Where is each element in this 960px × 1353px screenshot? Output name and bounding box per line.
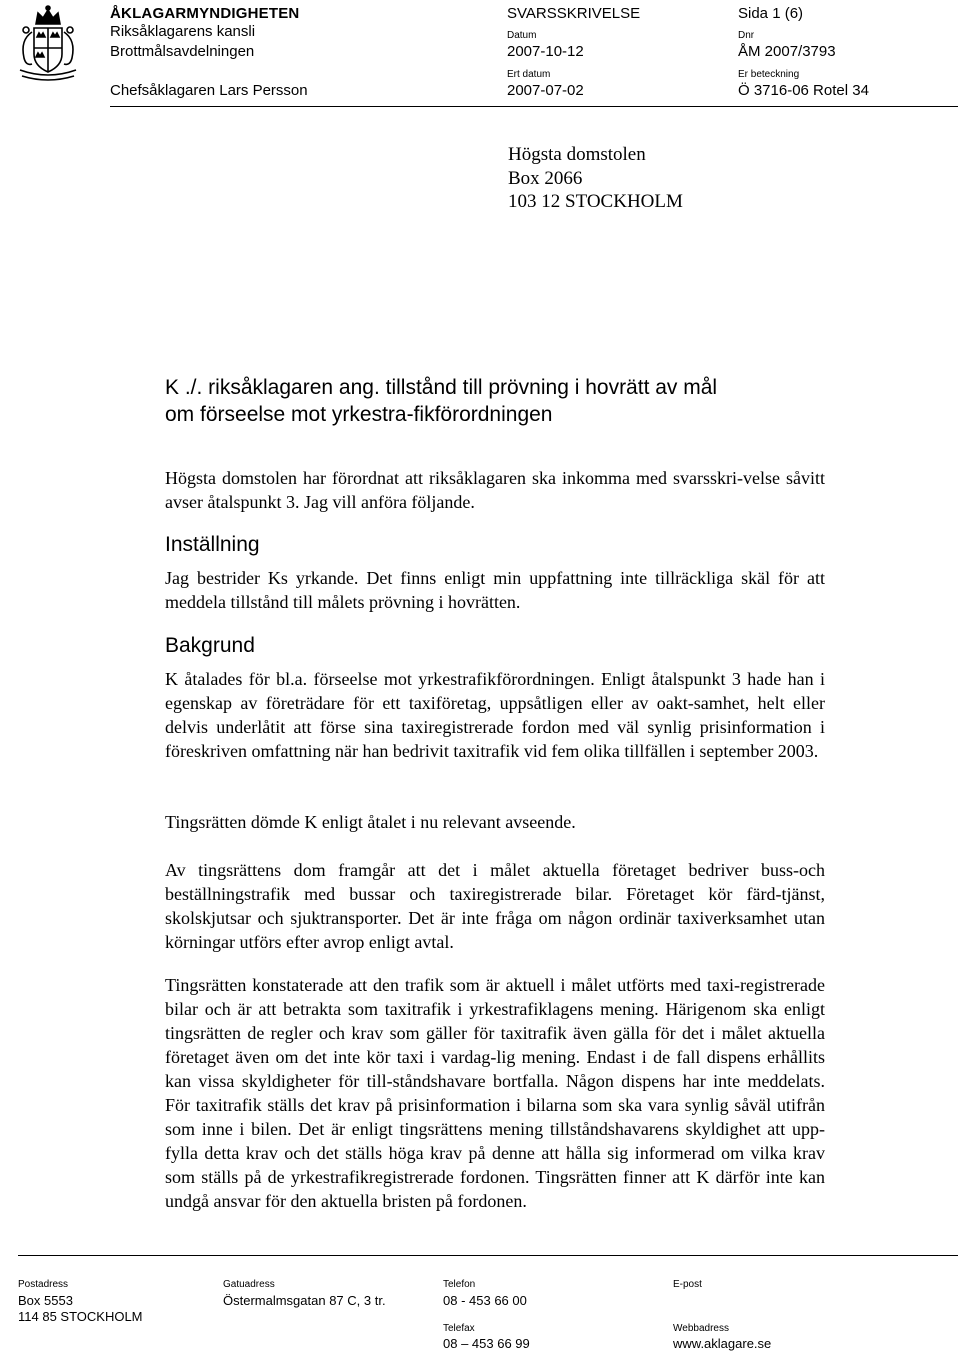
gatuadress-value: Östermalmsgatan 87 C, 3 tr.: [223, 1293, 386, 1308]
header-divider: [110, 106, 958, 107]
page-number: Sida 1 (6): [738, 5, 804, 22]
postadress-label: Postadress: [18, 1279, 69, 1290]
department-kansli: Riksåklagarens kansli: [110, 23, 256, 40]
recipient-line-1: Högsta domstolen: [508, 144, 646, 165]
paragraph-bakgrund-4: Tingsrätten konstaterade att den trafik som är aktuell i målet utförts med taxi-registrerade bilar och är att betrakta som taxitrafik i yrkestrafiklagens mening. Härigenom ska enligt tingsrätten de regler och krav som gäller för taxitrafik även gälla för det i målet aktuella företaget även om det inte kör taxi i vardag-lig mening. Endast i de fall dispens erhållits kan vissa skyldigheter för till-ståndshavare bortfalla. Någon dispens har inte meddelats. För taxitrafik ställs det krav på prisinformation i bilarna som ska vara synlig såväl utifrån som inne i bilen. Det är enligt tingsrättens mening tillståndshavarens skyldighet att upp-fylla detta krav och det ställs höga krav på denne att hålla sig informerad om vilka krav som ställs på de yrkestrafikregistrerade fordonen. Tingsrätten finner att K därför inte kan undgå ansvar för den aktuella bristen på fordonen.: [165, 975, 825, 1211]
datum-value: 2007-10-12: [507, 43, 584, 60]
recipient-address: [508, 143, 683, 214]
ert-datum-label: Ert datum: [507, 69, 551, 80]
gatuadress-label: Gatuadress: [223, 1279, 275, 1290]
recipient-line-3: 103 12 STOCKHOLM: [508, 191, 683, 212]
er-beteckning-label: Er beteckning: [738, 69, 800, 80]
dnr-value: ÅM 2007/3793: [738, 43, 836, 60]
datum-label: Datum: [507, 30, 537, 41]
department-avdelning: Brottmålsavdelningen: [110, 43, 255, 60]
official-name: Chefsåklagaren Lars Persson: [110, 82, 308, 99]
document-title: K ./. riksåklagaren ang. tillstånd till prövning i hovrätt av mål om förseelse mot yrkestra-fikförordningen: [165, 376, 718, 426]
document-type: SVARSSKRIVELSE: [507, 5, 641, 22]
dnr-label: Dnr: [738, 30, 755, 41]
telefon-value: 08 - 453 66 00: [443, 1293, 527, 1308]
telefax-value: 08 – 453 66 99: [443, 1336, 530, 1351]
paragraph-bakgrund-3: Av tingsrättens dom framgår att det i målet aktuella företaget bedriver buss-och beställningstrafik med bussar och taxiregistrerade bilar. Företaget kör färd-tjänst, skolskjutsar och sjuktransporter. Det är inte fråga om någon ordinär taxiverksamhet utan körningar utförs efter avrop enligt avtal.: [165, 860, 825, 952]
webbadress-label: Webbadress: [673, 1323, 729, 1334]
heading-bakgrund: Bakgrund: [165, 634, 255, 657]
epost-label: E-post: [673, 1279, 702, 1290]
heading-installning: Inställning: [165, 533, 260, 556]
coat-of-arms-logo-icon: [14, 4, 82, 84]
ert-datum-value: 2007-07-02: [507, 82, 584, 99]
er-beteckning-value: Ö 3716-06 Rotel 34: [738, 82, 869, 99]
postadress-line-1: Box 5553: [18, 1293, 73, 1308]
webbadress-link[interactable]: www.aklagare.se: [673, 1336, 772, 1351]
paragraph-bakgrund-2: Tingsrätten dömde K enligt åtalet i nu relevant avseende.: [165, 812, 576, 832]
paragraph-installning: Jag bestrider Ks yrkande. Det finns enligt min uppfattning inte tillräckliga skäl för att meddela tillstånd till målets prövning i hovrätten.: [165, 568, 825, 612]
agency-name: ÅKLAGARMYNDIGHETEN: [110, 5, 300, 22]
telefon-label: Telefon: [443, 1279, 476, 1290]
paragraph-bakgrund-1: K åtalades för bl.a. förseelse mot yrkestrafikförordningen. Enligt åtalspunkt 3 hade han i egenskap av företrädare för ett taxiföretag, uppsåtligen eller av oakt-samhet, helt eller delvis underlåtit att förse sina taxiregistrerade fordon med väl synlig prisinformation i föreskriven omfattning när han bedrivit taxitrafik vid fem olika tillfällen i september 2003.: [165, 669, 825, 761]
postadress-line-2: 114 85 STOCKHOLM: [18, 1309, 143, 1324]
recipient-line-2: Box 2066: [508, 167, 583, 189]
telefax-label: Telefax: [443, 1323, 475, 1334]
intro-paragraph: Högsta domstolen har förordnat att riksåklagaren ska inkomma med svarsskri-velse såvitt avser åtalspunkt 3. Jag vill anföra följande.: [165, 468, 825, 512]
footer-divider: [18, 1255, 958, 1256]
